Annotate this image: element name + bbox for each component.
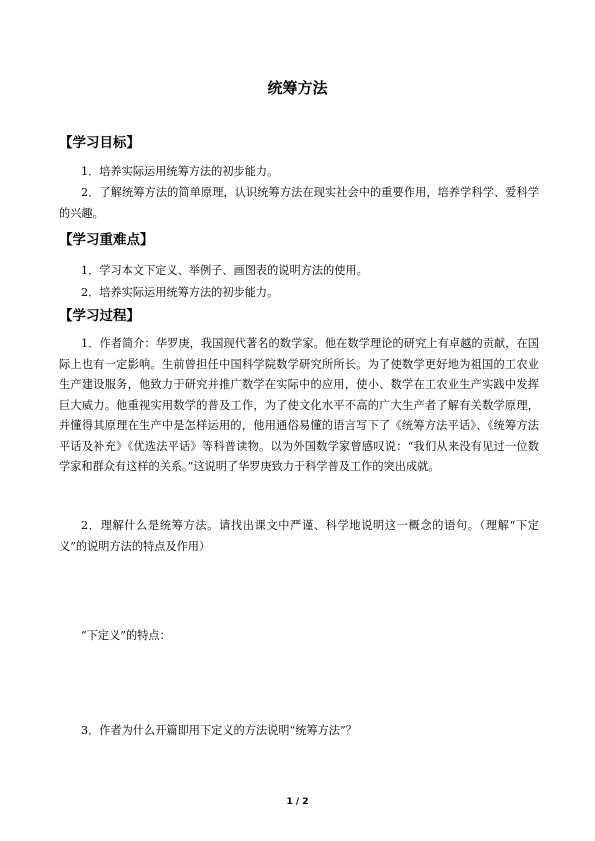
- process-item-1-author-intro: 1．作者简介：华罗庚，我国现代著名的数学家。他在数学理论的研究上有卓越的贡献，在国际上也有一定影响。生前曾担任中国科学院数学研究所所长。为了使数学更好地为祖国的工农业生产建设服务，他致力于研究并推广数学在实际中的应用，使小、数学在工农业生产实践中发挥巨大威力。他重视实用数学的普及工作，为了使文化水平不高的广大生产者了解有关数学原理，并懂得其原理在生产中是怎样运用的，他用通俗易懂的语言写下了《统筹方法平话》、《统筹方法平话及补充》《优选法平话》等科普读物。以为外国数学家曾感叹说：“我们从来没有见过一位数学家和群众有这样的关系。”这说明了华罗庚致力于科学普及工作的突出成就。: [59, 337, 539, 473]
- key-point-item-2: 2．培养实际运用统筹方法的初步能力。: [81, 286, 279, 299]
- section-heading-goals: 【学习目标】: [59, 135, 140, 151]
- page-number: 1 / 2: [286, 797, 309, 807]
- goal-item-2: 2．了解统筹方法的简单原理，认识统筹方法在现实社会中的重要作用，培养学科学、爱科学的兴趣。: [59, 186, 539, 220]
- section-heading-process: 【学习过程】: [59, 308, 140, 324]
- process-item-2-understand: 2．理解什么是统筹方法。请找出课文中严谨、科学地说明这一概念的语句。（理解“下定义”的说明方法的特点及作用）: [59, 519, 539, 553]
- goal-item-1: 1．培养实际运用统筹方法的初步能力。: [81, 165, 279, 178]
- document-title: 统筹方法: [267, 79, 328, 97]
- definition-features-label: “下定义”的特点：: [81, 629, 171, 642]
- process-item-3-question: 3．作者为什么开篇即用下定义的方法说明“统筹方法”？: [81, 724, 357, 737]
- key-point-item-1: 1．学习本文下定义、举例子、画图表的说明方法的使用。: [81, 264, 368, 277]
- section-heading-key-points: 【学习重难点】: [59, 232, 154, 248]
